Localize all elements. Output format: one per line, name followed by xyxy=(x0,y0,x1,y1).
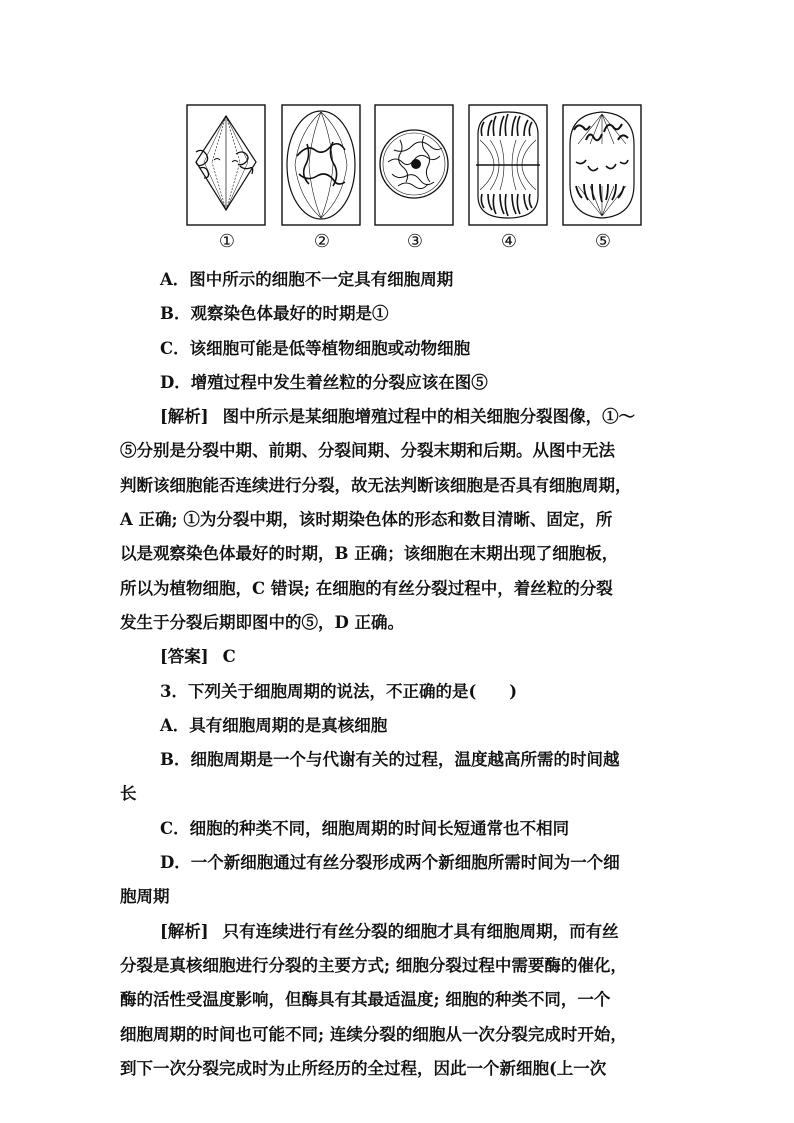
interphase-cell-image xyxy=(374,104,454,226)
analysis-line: [解析] 只有连续进行有丝分裂的细胞才具有细胞周期，而有丝 xyxy=(160,921,619,941)
q2-option-b: B．观察染色体最好的时期是① xyxy=(160,304,389,324)
analysis-line: A 正确; ①为分裂中期，该时期染色体的形态和数目清晰、固定，所 xyxy=(120,510,613,530)
q2-option-a: A．图中所示的细胞不一定具有细胞周期 xyxy=(160,270,454,289)
analysis-line: 到下一次分裂完成时为止所经历的全过程，因此一个新细胞(上一次 xyxy=(120,1058,607,1078)
analysis-line: 以是观察染色体最好的时期，B 正确；该细胞在末期出现了细胞板， xyxy=(120,544,619,564)
q3-option-b: B．细胞周期是一个与代谢有关的过程，温度越高所需的时间越 xyxy=(160,750,620,770)
analysis-line: [解析] 图中所示是某细胞增殖过程中的相关细胞分裂图像，①～ xyxy=(160,407,636,427)
document-body xyxy=(120,263,680,1086)
figure-label: ④ xyxy=(500,231,518,252)
figure-3 xyxy=(374,104,456,252)
q2-answer xyxy=(120,640,680,674)
q2-option-d: D．增殖过程中发生着丝粒的分裂应该在图⑤ xyxy=(160,372,488,392)
q2-analysis xyxy=(120,400,680,640)
analysis-tag: [解析] xyxy=(160,921,209,941)
prophase-cell-image xyxy=(281,104,361,226)
analysis-line: 酶的活性受温度影响，但酶具有其最适温度; 细胞的种类不同，一个 xyxy=(120,990,611,1010)
q2-option-c: C．该细胞可能是低等植物细胞或动物细胞 xyxy=(160,338,471,358)
analysis-line: 所以为植物细胞，C 错误; 在细胞的有丝分裂过程中，着丝粒的分裂 xyxy=(120,578,613,598)
metaphase-cell-image xyxy=(186,104,266,226)
figure-2 xyxy=(281,104,363,252)
q3-option-c: C．细胞的种类不同，细胞周期的时间长短通常也不相同 xyxy=(160,818,570,838)
analysis-line: 发生于分裂后期即图中的⑤，D 正确。 xyxy=(120,612,405,632)
figure-4 xyxy=(468,104,550,252)
figure-label: ③ xyxy=(406,231,424,252)
figure-label: ① xyxy=(218,231,236,252)
figure-label: ② xyxy=(313,231,331,252)
q3-analysis xyxy=(120,915,680,1086)
analysis-line: ⑤分别是分裂中期、前期、分裂间期、分裂末期和后期。从图中无法 xyxy=(120,441,615,461)
analysis-line: 细胞周期的时间也可能不同; 连续分裂的细胞从一次分裂完成时开始， xyxy=(120,1024,627,1044)
q3-stem: 3．下列关于细胞周期的说法，不正确的是( ) xyxy=(160,681,518,701)
cell-division-figures xyxy=(186,104,646,264)
answer-tag: [答案] xyxy=(160,647,209,667)
q3-option-d-cont: 胞周期 xyxy=(120,887,170,907)
figure-5 xyxy=(562,104,644,252)
q3-option-d: D．一个新细胞通过有丝分裂形成两个新细胞所需时间为一个细 xyxy=(160,853,620,873)
q3-option-b-cont: 长 xyxy=(120,784,137,804)
anaphase-cell-image xyxy=(562,104,642,226)
telophase-cell-image xyxy=(468,104,548,226)
answer-value: C xyxy=(222,647,236,667)
analysis-line: 判断该细胞能否连续进行分裂，故无法判断该细胞是否具有细胞周期， xyxy=(120,475,632,495)
q3-option-a: A．具有细胞周期的是真核细胞 xyxy=(160,715,388,735)
analysis-line: 分裂是真核细胞进行分裂的主要方式; 细胞分裂过程中需要酶的催化， xyxy=(120,955,627,975)
figure-1 xyxy=(186,104,268,252)
analysis-tag: [解析] xyxy=(160,407,209,427)
figure-label: ⑤ xyxy=(594,231,612,252)
